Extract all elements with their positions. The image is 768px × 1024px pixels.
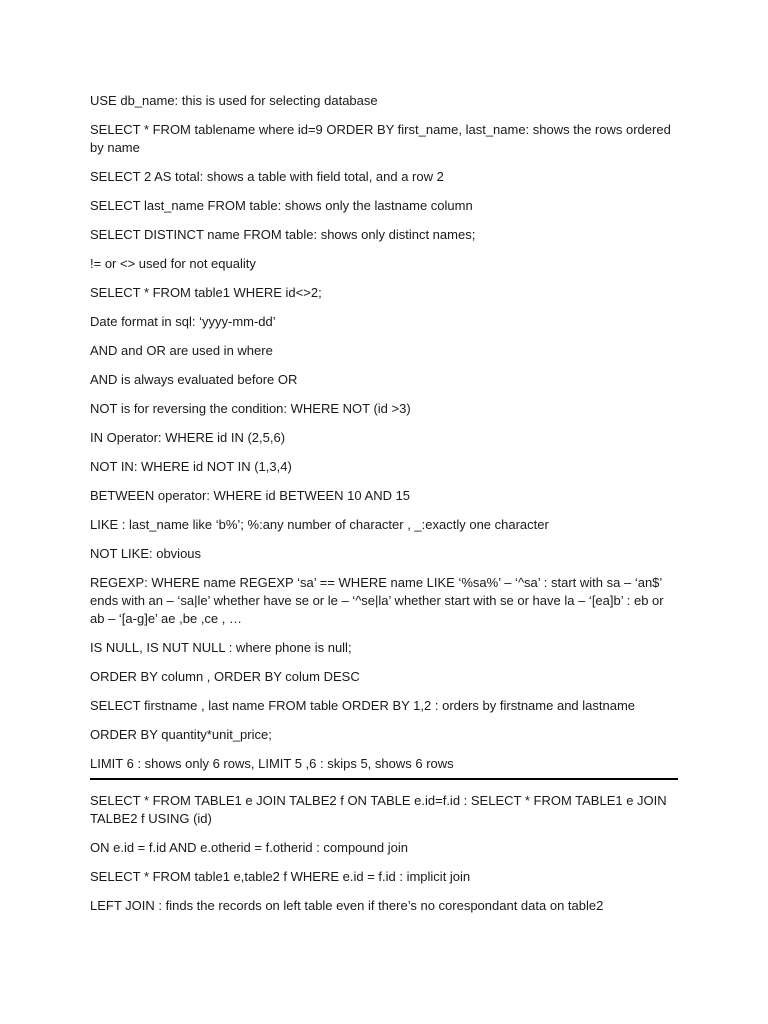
note-line: IN Operator: WHERE id IN (2,5,6) [90,430,286,445]
note-line: SELECT * FROM TABLE1 e JOIN TALBE2 f ON TABLE e.id=f.id : SELECT * FROM TABLE1 e JOIN TALBE2 f USING (id) [90,793,667,826]
note-line: REGEXP: WHERE name REGEXP ‘sa’ == WHERE name LIKE ‘%sa%’ – ‘^sa’ : start with sa – ‘an$’ ends with an – ‘sa|le’ whether have se or le – ‘^se|la’ whether start with se or have la – ‘[ea]b’ : eb or ab – ‘[a-g]e’ ae ,be ,ce , … [90,575,664,626]
note-line: SELECT * FROM table1 WHERE id<>2; [90,285,322,300]
note-line: SELECT 2 AS total: shows a table with field total, and a row 2 [90,169,444,184]
note-line: SELECT * FROM tablename where id=9 ORDER BY first_name, last_name: shows the rows ordered by name [90,122,671,155]
note-line: SELECT DISTINCT name FROM table: shows only distinct names; [90,227,476,242]
note-line: NOT LIKE: obvious [90,546,202,561]
note-line: SELECT * FROM table1 e,table2 f WHERE e.id = f.id : implicit join [90,869,471,884]
note-line: ORDER BY quantity*unit_price; [90,727,272,742]
note-line: SELECT last_name FROM table: shows only the lastname column [90,198,473,213]
note-line: LIKE : last_name like ‘b%’; %:any number of character , _:exactly one character [90,517,549,532]
note-line: IS NULL, IS NUT NULL : where phone is null; [90,640,352,655]
note-line: BETWEEN operator: WHERE id BETWEEN 10 AND 15 [90,488,411,503]
note-line: != or <> used for not equality [90,256,256,271]
note-line: SELECT firstname , last name FROM table ORDER BY 1,2 : orders by firstname and lastname [90,698,636,713]
note-line: USE db_name: this is used for selecting database [90,93,378,108]
note-line: AND and OR are used in where [90,343,273,358]
section-divider [90,778,678,780]
note-line: Date format in sql: ‘yyyy-mm-dd’ [90,314,276,329]
note-line: NOT is for reversing the condition: WHERE NOT (id >3) [90,401,411,416]
note-line: ORDER BY column , ORDER BY colum DESC [90,669,360,684]
notes-body [90,92,680,926]
note-line: LEFT JOIN : finds the records on left table even if there’s no corespondant data on table2 [90,898,604,913]
note-line: ON e.id = f.id AND e.otherid = f.otherid : compound join [90,840,408,855]
note-line: LIMIT 6 : shows only 6 rows, LIMIT 5 ,6 : skips 5, shows 6 rows [90,756,454,771]
note-line: AND is always evaluated before OR [90,372,298,387]
note-line: NOT IN: WHERE id NOT IN (1,3,4) [90,459,292,474]
